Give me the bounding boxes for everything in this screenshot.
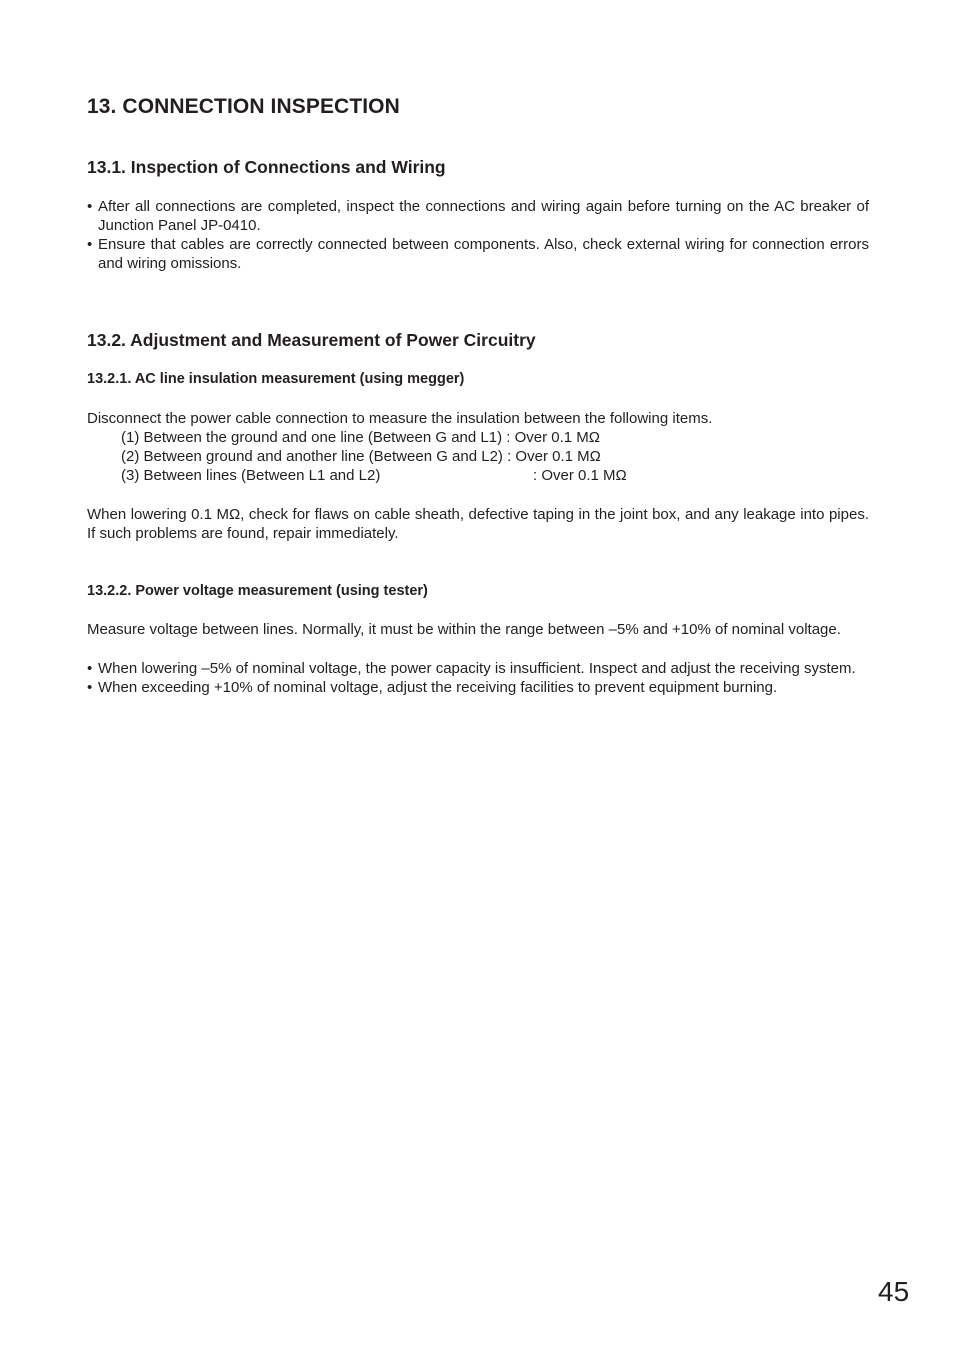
item-value: : Over 0.1 MΩ xyxy=(533,467,627,484)
subsubsection-title-13-2-1: 13.2.1. AC line insulation measurement (using megger) xyxy=(87,371,465,387)
insulation-items-list xyxy=(121,428,681,485)
voltage-bullet-list xyxy=(87,659,869,697)
subsubsection-title-13-2-2: 13.2.2. Power voltage measurement (using tester) xyxy=(87,583,428,599)
insulation-intro: Disconnect the power cable connection to measure the insulation between the following items. xyxy=(87,410,713,427)
list-item xyxy=(121,466,681,485)
item-label: (3) Between lines (Between L1 and L2) xyxy=(121,467,381,484)
item-value: : Over 0.1 MΩ xyxy=(506,429,601,446)
item-value: : Over 0.1 MΩ xyxy=(507,448,601,465)
section-title: 13. CONNECTION INSPECTION xyxy=(87,95,400,118)
item-label: (1) Between the ground and one line (Between G and L1) xyxy=(121,429,503,446)
list-item xyxy=(121,428,681,447)
list-item: • After all connections are completed, inspect the connections and wiring again before turning on the AC breaker of Junction Panel JP-0410. xyxy=(87,197,869,235)
page-number: 45 xyxy=(878,1276,910,1307)
insulation-note: When lowering 0.1 MΩ, check for flaws on cable sheath, defective taping in the joint box, and any leakage into pipes. If such problems are found, repair immediately. xyxy=(87,506,869,542)
list-item: • When lowering –5% of nominal voltage, the power capacity is insufficient. Inspect and adjust the receiving system. xyxy=(87,659,869,678)
subsection-title-13-1: 13.1. Inspection of Connections and Wiring xyxy=(87,157,446,177)
subsection-title-13-2: 13.2. Adjustment and Measurement of Power Circuitry xyxy=(87,330,536,350)
list-item xyxy=(121,447,681,466)
voltage-intro: Measure voltage between lines. Normally, it must be within the range between –5% and +10% of nominal voltage. xyxy=(87,621,841,638)
inspection-bullet-list xyxy=(87,197,869,273)
list-item: • When exceeding +10% of nominal voltage, adjust the receiving facilities to prevent equipment burning. xyxy=(87,678,869,697)
list-item: • Ensure that cables are correctly connected between components. Also, check external wiring for connection errors and wiring omissions. xyxy=(87,235,869,273)
item-label: (2) Between ground and another line (Between G and L2) xyxy=(121,448,503,465)
